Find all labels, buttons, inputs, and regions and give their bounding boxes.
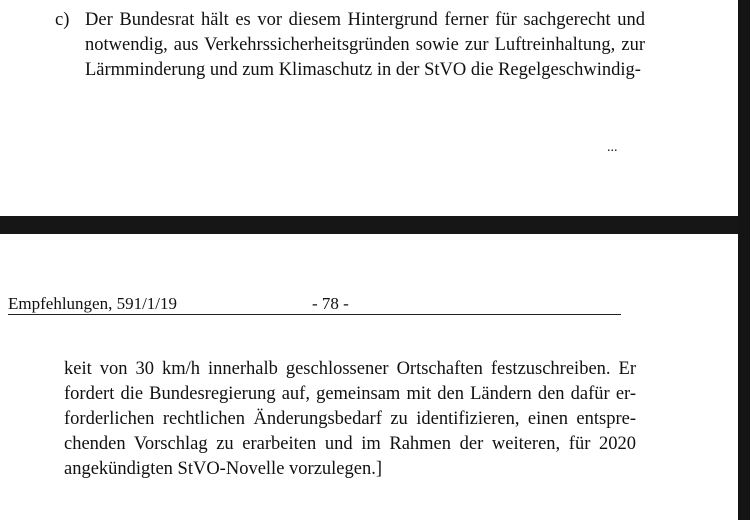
text-line: Der Bundesrat hält es vor diesem Hintergrund ferner für sachgerecht und [85, 10, 645, 30]
header-rule [8, 314, 621, 315]
text-line: chenden Vorschlag zu erarbeiten und im Rahmen der weiteren, für 2020 [64, 434, 636, 454]
ellipsis-marker: ... [607, 140, 618, 155]
text-line: Lärmminderung und zum Klimaschutz in der StVO die Regelgeschwindig- [85, 60, 641, 80]
screen-border [738, 0, 750, 520]
text-line: angekündigten StVO-Novelle vorzulegen.] [64, 459, 383, 479]
paragraph-top [85, 8, 645, 83]
text-line: fordert die Bundesregierung auf, gemeinsam mit den Ländern den dafür er- [64, 384, 636, 404]
page-number: - 78 - [312, 294, 349, 313]
text-line: keit von 30 km/h innerhalb geschlossener Ortschaften festzuschreiben. Er [64, 359, 636, 379]
paragraph-bottom [64, 357, 636, 482]
text-line: forderlichen rechtlichen Änderungsbedarf zu identifizieren, einen entspre- [64, 409, 636, 429]
list-item-marker: c) [55, 10, 70, 30]
page-separator [0, 216, 750, 234]
text-line: notwendig, aus Verkehrssicherheitsgründen sowie zur Luftreinhaltung, zur [85, 35, 645, 55]
page-header-reference: Empfehlungen, 591/1/19 [8, 294, 178, 313]
document-page-top [0, 0, 738, 216]
